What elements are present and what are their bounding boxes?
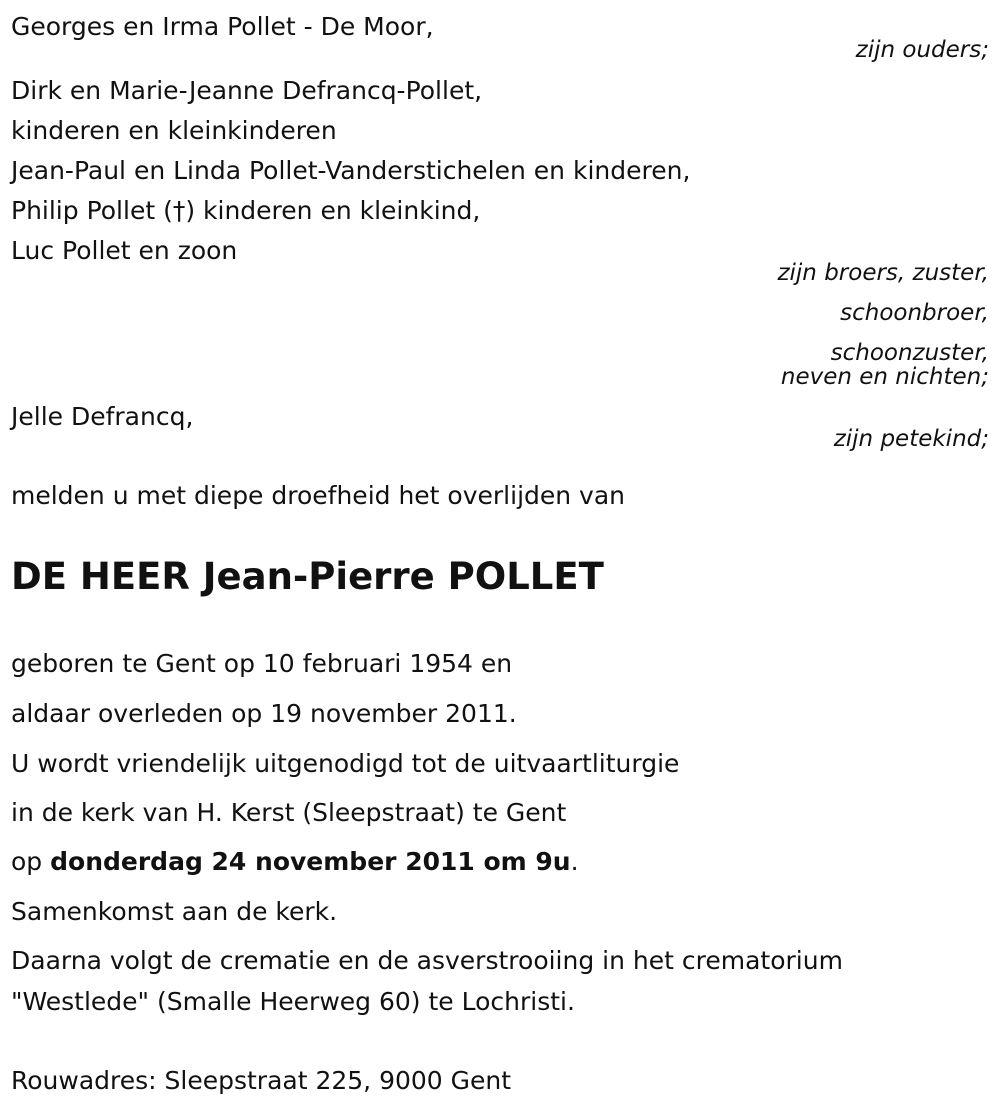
cremation-line-1: Daarna volgt de crematie en de asverstrooiing in het crematorium <box>11 946 843 975</box>
sibling-line-4: Philip Pollet (†) kinderen en kleinkind, <box>11 196 481 225</box>
sibling-line-1: Dirk en Marie-Jeanne Defrancq-Pollet, <box>11 76 483 105</box>
service-date-line <box>11 849 579 874</box>
service-date-prefix: op <box>11 847 51 876</box>
sibling-line-5: Luc Pollet en zoon <box>11 236 238 265</box>
birth-line: geboren te Gent op 10 februari 1954 en <box>11 649 513 678</box>
invitation-line: U wordt vriendelijk uitgenodigd tot de uitvaartliturgie <box>11 749 680 778</box>
siblings-role-4: neven en nichten; <box>780 364 989 390</box>
siblings-role-2: schoonbroer, <box>840 300 989 326</box>
sibling-line-2: kinderen en kleinkinderen <box>11 116 337 145</box>
gathering-line: Samenkomst aan de kerk. <box>11 897 338 926</box>
service-date-suffix: . <box>570 847 579 876</box>
death-line: aldaar overleden op 19 november 2011. <box>11 699 517 728</box>
parents-role: zijn ouders; <box>855 37 989 63</box>
sibling-line-3: Jean-Paul en Linda Pollet-Vanderstichelen en kinderen, <box>11 156 691 185</box>
siblings-role-1: zijn broers, zuster, <box>777 260 989 286</box>
siblings-role-3: schoonzuster, <box>830 340 989 366</box>
godchild-name: Jelle Defrancq, <box>11 402 194 431</box>
deceased-name: DE HEER Jean-Pierre POLLET <box>11 555 604 598</box>
godchild-role: zijn petekind; <box>833 426 989 452</box>
cremation-line-2: "Westlede" (Smalle Heerweg 60) te Lochristi. <box>11 987 575 1016</box>
church-line: in de kerk van H. Kerst (Sleepstraat) te Gent <box>11 798 567 827</box>
mourning-address: Rouwadres: Sleepstraat 225, 9000 Gent <box>11 1066 512 1095</box>
announcement-text: melden u met diepe droefheid het overlijden van <box>11 481 626 510</box>
parents-names: Georges en Irma Pollet - De Moor, <box>11 12 434 41</box>
service-date: donderdag 24 november 2011 om 9u <box>50 847 571 876</box>
